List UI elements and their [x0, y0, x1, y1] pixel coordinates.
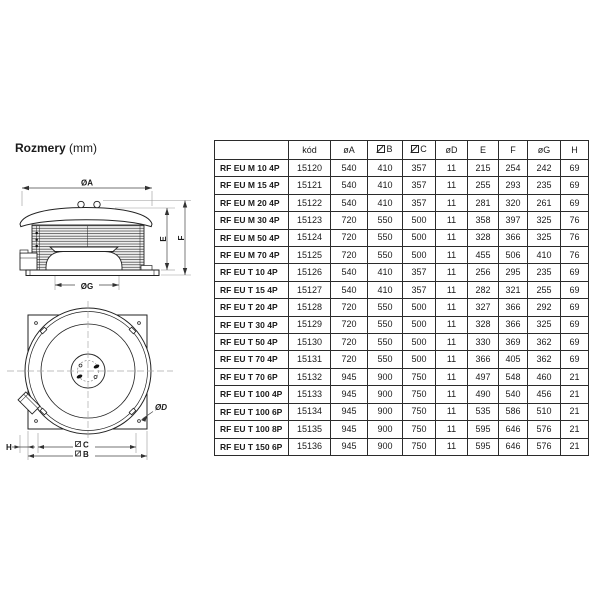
table-row [215, 316, 589, 333]
cell-e: 595 [468, 438, 499, 456]
cell-c: 357 [403, 160, 436, 177]
cell-kod: 15121 [289, 177, 331, 194]
table-row [215, 421, 589, 438]
cell-od: 11 [436, 316, 468, 333]
arrowhead [28, 445, 34, 449]
cell-c: 357 [403, 264, 436, 281]
cell-od: 11 [436, 421, 468, 438]
side-view-drawing [15, 178, 207, 296]
cell-f: 254 [499, 160, 528, 177]
cell-od: 11 [436, 403, 468, 420]
column-header-od: øD [436, 141, 468, 160]
label-b: B [83, 449, 89, 459]
row-label: RF EU T 100 6P [215, 403, 289, 420]
row-label: RF EU M 70 4P [215, 247, 289, 264]
cell-c: 750 [403, 386, 436, 403]
row-label: RF EU M 20 4P [215, 194, 289, 211]
cell-og: 255 [528, 281, 561, 298]
cell-h: 69 [561, 264, 589, 281]
cell-og: 292 [528, 299, 561, 316]
cell-e: 595 [468, 421, 499, 438]
arrowhead [141, 454, 147, 458]
column-header-f: F [499, 141, 528, 160]
cell-od: 11 [436, 351, 468, 368]
cell-og: 235 [528, 177, 561, 194]
cell-b: 550 [368, 351, 403, 368]
table-row [215, 160, 589, 177]
column-header-name [215, 141, 289, 160]
column-header-og: øG [528, 141, 561, 160]
label-od: ØD [155, 403, 167, 412]
cell-e: 358 [468, 212, 499, 229]
cell-b: 900 [368, 421, 403, 438]
cell-b: 900 [368, 438, 403, 456]
cell-od: 11 [436, 334, 468, 351]
cell-f: 295 [499, 264, 528, 281]
cell-c: 500 [403, 212, 436, 229]
cell-kod: 15134 [289, 403, 331, 420]
cell-c: 500 [403, 299, 436, 316]
cell-f: 320 [499, 194, 528, 211]
cell-c: 750 [403, 403, 436, 420]
label-f: F [177, 235, 186, 241]
table-row [215, 281, 589, 298]
row-label: RF EU T 100 4P [215, 386, 289, 403]
cell-kod: 15122 [289, 194, 331, 211]
cell-e: 490 [468, 386, 499, 403]
cell-h: 76 [561, 247, 589, 264]
column-header-kod: kód [289, 141, 331, 160]
cell-od: 11 [436, 368, 468, 385]
cell-b: 550 [368, 334, 403, 351]
cell-od: 11 [436, 264, 468, 281]
cell-kod: 15135 [289, 421, 331, 438]
arrowhead [113, 283, 120, 287]
cell-kod: 15133 [289, 386, 331, 403]
cell-f: 397 [499, 212, 528, 229]
table-row [215, 247, 589, 264]
cell-kod: 15124 [289, 229, 331, 246]
square-slash-icon [411, 145, 419, 153]
cell-f: 366 [499, 299, 528, 316]
label-og: ØG [80, 282, 94, 291]
table-row [215, 177, 589, 194]
cell-kod: 15127 [289, 281, 331, 298]
row-label: RF EU T 150 6P [215, 438, 289, 456]
cell-oa: 720 [331, 316, 368, 333]
cell-og: 235 [528, 264, 561, 281]
label-oa: ØA [81, 178, 93, 188]
row-label: RF EU M 30 4P [215, 212, 289, 229]
row-label: RF EU M 15 4P [215, 177, 289, 194]
label-e: E [159, 236, 168, 242]
cell-e: 327 [468, 299, 499, 316]
arrowhead [28, 454, 34, 458]
cell-c: 357 [403, 194, 436, 211]
cell-c: 500 [403, 247, 436, 264]
cell-og: 410 [528, 247, 561, 264]
cell-h: 76 [561, 212, 589, 229]
column-header-c: C [403, 141, 436, 160]
cell-e: 282 [468, 281, 499, 298]
arrowhead [22, 186, 29, 190]
table-row [215, 351, 589, 368]
dim-oa [22, 188, 152, 206]
cell-h: 21 [561, 368, 589, 385]
arrowhead [38, 445, 44, 449]
row-label: RF EU T 10 4P [215, 264, 289, 281]
cell-h: 69 [561, 316, 589, 333]
cell-f: 366 [499, 316, 528, 333]
cell-od: 11 [436, 438, 468, 456]
cell-od: 11 [436, 212, 468, 229]
row-label: RF EU T 70 4P [215, 351, 289, 368]
cell-oa: 945 [331, 386, 368, 403]
cell-e: 330 [468, 334, 499, 351]
cell-f: 548 [499, 368, 528, 385]
cell-c: 750 [403, 438, 436, 456]
cell-oa: 720 [331, 212, 368, 229]
cell-og: 325 [528, 229, 561, 246]
row-label: RF EU T 100 8P [215, 421, 289, 438]
cell-b: 410 [368, 194, 403, 211]
column-header-b: B [368, 141, 403, 160]
cell-b: 550 [368, 212, 403, 229]
table-row [215, 438, 589, 456]
table-row [215, 334, 589, 351]
cell-og: 456 [528, 386, 561, 403]
page-title-unit: (mm) [69, 141, 98, 155]
cell-od: 11 [436, 299, 468, 316]
cell-c: 750 [403, 421, 436, 438]
row-label: RF EU T 15 4P [215, 281, 289, 298]
cell-oa: 720 [331, 247, 368, 264]
cell-h: 69 [561, 281, 589, 298]
cell-kod: 15130 [289, 334, 331, 351]
arrowhead [165, 208, 169, 215]
cell-oa: 540 [331, 264, 368, 281]
fan-side-view [20, 201, 159, 275]
cell-og: 242 [528, 160, 561, 177]
cell-c: 500 [403, 316, 436, 333]
column-header-e: E [468, 141, 499, 160]
cell-b: 550 [368, 316, 403, 333]
table-row [215, 368, 589, 385]
cell-od: 11 [436, 177, 468, 194]
cell-od: 11 [436, 194, 468, 211]
cell-od: 11 [436, 229, 468, 246]
table-row [215, 229, 589, 246]
cell-f: 369 [499, 334, 528, 351]
cell-oa: 720 [331, 351, 368, 368]
row-label: RF EU T 50 4P [215, 334, 289, 351]
cell-kod: 15120 [289, 160, 331, 177]
cell-od: 11 [436, 281, 468, 298]
label-h: H [6, 443, 12, 452]
cell-f: 405 [499, 351, 528, 368]
page-title [15, 141, 97, 155]
cell-og: 576 [528, 421, 561, 438]
arrowhead [165, 263, 169, 270]
cell-c: 357 [403, 281, 436, 298]
arrowhead [183, 268, 187, 275]
cell-e: 366 [468, 351, 499, 368]
cell-od: 11 [436, 160, 468, 177]
cell-kod: 15128 [289, 299, 331, 316]
cell-b: 410 [368, 160, 403, 177]
cell-og: 325 [528, 212, 561, 229]
row-label: RF EU T 70 6P [215, 368, 289, 385]
square-slash-icon [377, 145, 385, 153]
cell-c: 500 [403, 334, 436, 351]
label-c: C [83, 440, 89, 450]
cell-oa: 720 [331, 299, 368, 316]
cell-oa: 945 [331, 403, 368, 420]
cell-kod: 15123 [289, 212, 331, 229]
cell-e: 328 [468, 316, 499, 333]
cell-e: 215 [468, 160, 499, 177]
cell-e: 256 [468, 264, 499, 281]
cell-kod: 15131 [289, 351, 331, 368]
cell-kod: 15126 [289, 264, 331, 281]
row-label: RF EU M 50 4P [215, 229, 289, 246]
cell-e: 328 [468, 229, 499, 246]
cell-h: 21 [561, 403, 589, 420]
cell-og: 362 [528, 334, 561, 351]
cell-f: 646 [499, 438, 528, 456]
cell-f: 293 [499, 177, 528, 194]
cell-c: 500 [403, 351, 436, 368]
table-row [215, 299, 589, 316]
cell-b: 410 [368, 177, 403, 194]
cell-og: 510 [528, 403, 561, 420]
arrowhead [183, 201, 187, 208]
cell-kod: 15125 [289, 247, 331, 264]
table-header-row [215, 141, 589, 160]
cell-e: 497 [468, 368, 499, 385]
cell-h: 21 [561, 386, 589, 403]
cell-oa: 945 [331, 438, 368, 456]
cell-h: 76 [561, 229, 589, 246]
table-row [215, 194, 589, 211]
table-row [215, 386, 589, 403]
cell-od: 11 [436, 386, 468, 403]
cell-oa: 540 [331, 281, 368, 298]
cell-c: 357 [403, 177, 436, 194]
cell-h: 69 [561, 160, 589, 177]
arrowhead [55, 283, 62, 287]
row-label: RF EU T 30 4P [215, 316, 289, 333]
cell-og: 460 [528, 368, 561, 385]
cell-od: 11 [436, 247, 468, 264]
cell-og: 576 [528, 438, 561, 456]
cell-f: 506 [499, 247, 528, 264]
cell-oa: 945 [331, 368, 368, 385]
cell-b: 550 [368, 247, 403, 264]
cell-kod: 15132 [289, 368, 331, 385]
dimensions-table-container [214, 140, 589, 456]
cell-e: 255 [468, 177, 499, 194]
cell-og: 261 [528, 194, 561, 211]
row-label: RF EU M 10 4P [215, 160, 289, 177]
cell-b: 550 [368, 229, 403, 246]
cell-h: 69 [561, 177, 589, 194]
cell-c: 750 [403, 368, 436, 385]
cell-kod: 15136 [289, 438, 331, 456]
dimensions-table [214, 140, 589, 456]
table-row [215, 264, 589, 281]
column-header-oa: øA [331, 141, 368, 160]
table-row [215, 212, 589, 229]
cell-f: 646 [499, 421, 528, 438]
cell-b: 900 [368, 386, 403, 403]
cell-f: 366 [499, 229, 528, 246]
cell-f: 321 [499, 281, 528, 298]
cell-c: 500 [403, 229, 436, 246]
cell-h: 69 [561, 194, 589, 211]
cell-f: 540 [499, 386, 528, 403]
cell-b: 410 [368, 281, 403, 298]
cell-og: 325 [528, 316, 561, 333]
cell-h: 69 [561, 351, 589, 368]
page-title-main: Rozmery [15, 141, 66, 155]
cell-oa: 720 [331, 229, 368, 246]
cell-b: 900 [368, 368, 403, 385]
column-header-h: H [561, 141, 589, 160]
cell-oa: 540 [331, 160, 368, 177]
cell-h: 69 [561, 299, 589, 316]
table-row [215, 403, 589, 420]
arrowhead [130, 445, 136, 449]
cell-oa: 945 [331, 421, 368, 438]
cell-e: 535 [468, 403, 499, 420]
cell-b: 550 [368, 299, 403, 316]
cell-oa: 540 [331, 177, 368, 194]
cell-og: 362 [528, 351, 561, 368]
cell-h: 21 [561, 421, 589, 438]
top-view-drawing [5, 300, 205, 466]
cell-kod: 15129 [289, 316, 331, 333]
cell-oa: 540 [331, 194, 368, 211]
arrowhead [15, 445, 21, 449]
arrowhead [145, 186, 152, 190]
cell-e: 455 [468, 247, 499, 264]
cell-e: 281 [468, 194, 499, 211]
cell-f: 586 [499, 403, 528, 420]
cell-h: 69 [561, 334, 589, 351]
row-label: RF EU T 20 4P [215, 299, 289, 316]
cell-oa: 720 [331, 334, 368, 351]
cell-b: 900 [368, 403, 403, 420]
cell-h: 21 [561, 438, 589, 456]
cell-b: 410 [368, 264, 403, 281]
